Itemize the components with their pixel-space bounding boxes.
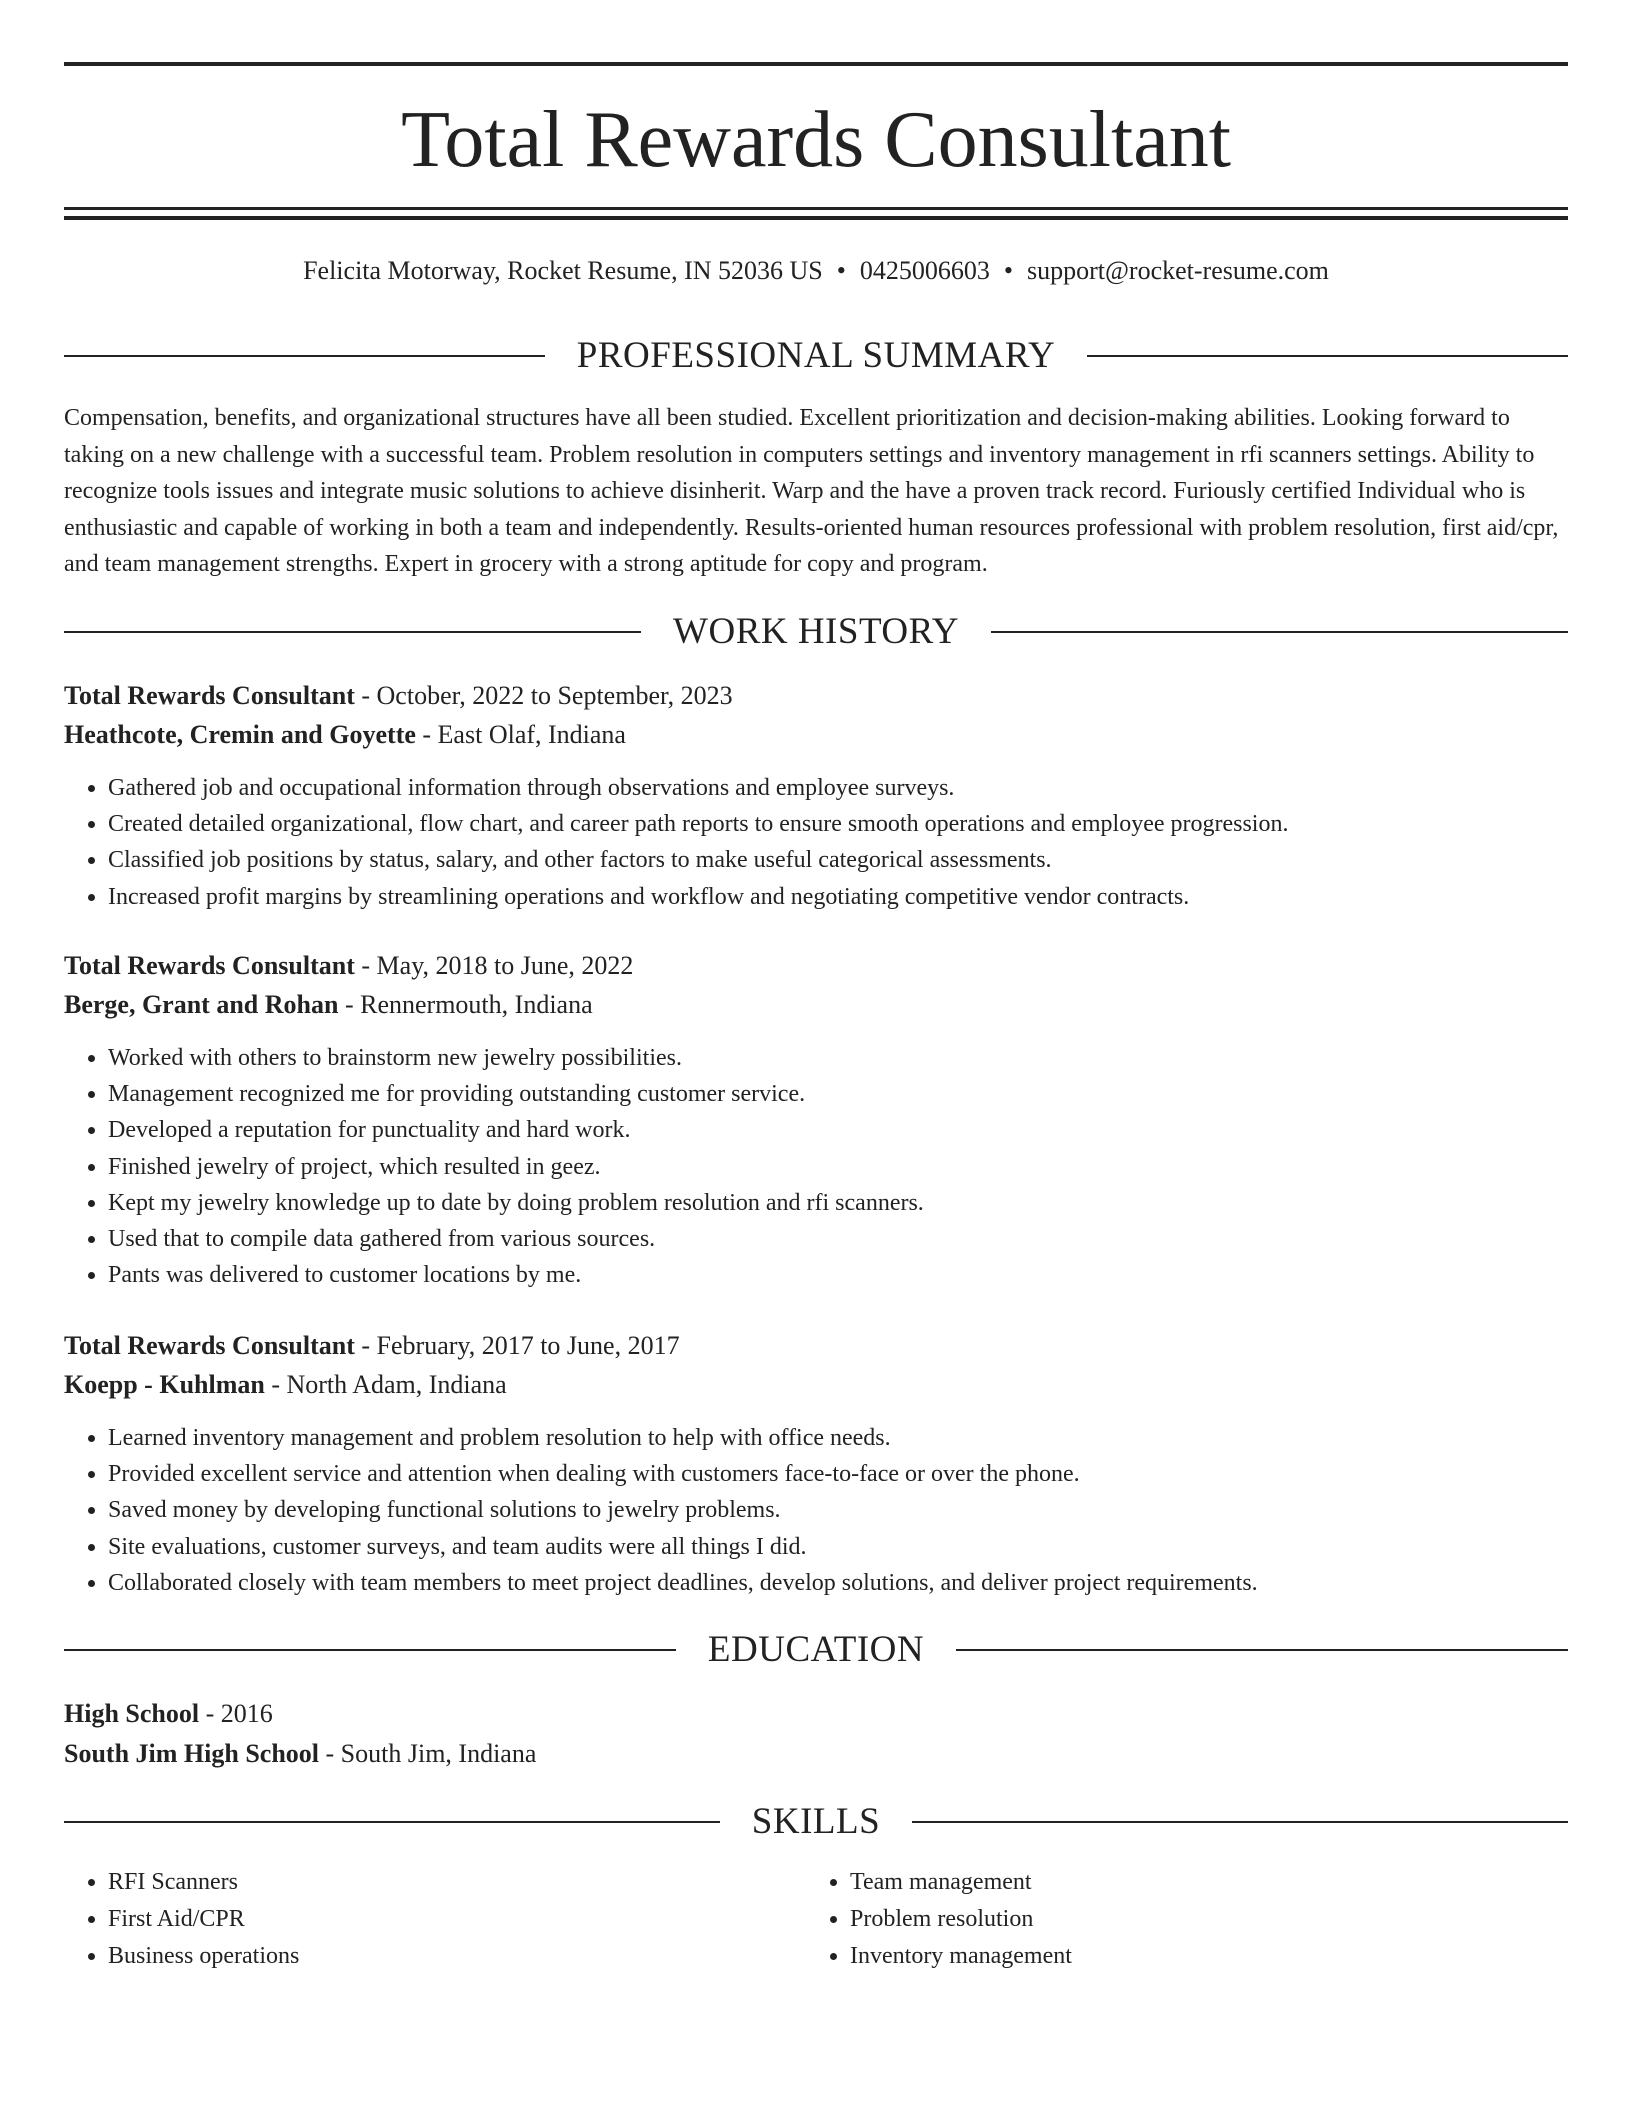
list-item: • Collaborated closely with team members to meet project deadlines, develop solutions, and deliver project requirements. <box>108 1565 1568 1601</box>
job-bullets <box>64 1040 1568 1293</box>
section-title: SKILLS <box>751 1801 881 1842</box>
list-item: • Pants was delivered to customer locations by me. <box>108 1257 1568 1293</box>
section-heading-work-history <box>64 610 1568 654</box>
job-company-line <box>64 715 1568 754</box>
contact-phone: 0425006603 <box>859 256 990 285</box>
job-title: Total Rewards Consultant <box>64 951 355 980</box>
job-location: - North Adam, Indiana <box>264 1370 507 1399</box>
list-item: • Management recognized me for providing outstanding customer service. <box>108 1076 1568 1112</box>
summary-text: Compensation, benefits, and organizational structures have all been studied. Excellent prioritization and decision-making abilities. Looking forward to taking on a new challenge with a successful team. Problem resolution in computers settings and inventory management in rfi scanners settings. Ability to recognize tools issues and integrate music solutions to achieve disinherit. Warp and the have a proven track record. Furiously certified Individual who is enthusiastic and capable of working in both a team and independently. Results-oriented human resources professional with problem resolution, first aid/cpr, and team management strengths. Expert in grocery with a strong aptitude for copy and program. <box>64 405 1559 577</box>
list-item: • Kept my jewelry knowledge up to date by doing problem resolution and rfi scanners. <box>108 1185 1568 1221</box>
education-year: - 2016 <box>199 1699 273 1728</box>
divider-line <box>64 1821 720 1823</box>
divider-line <box>991 631 1568 633</box>
job-dates: - October, 2022 to September, 2023 <box>354 681 733 710</box>
job-title-line <box>64 1326 1568 1365</box>
skill-item: • Inventory management <box>850 1938 1548 1975</box>
contact-email: support@rocket-resume.com <box>1026 256 1329 285</box>
section-title: PROFESSIONAL SUMMARY <box>576 335 1056 376</box>
list-item: • Saved money by developing functional solutions to jewelry problems. <box>108 1492 1568 1528</box>
job-title-line <box>64 946 1568 985</box>
education-location: - South Jim, Indiana <box>319 1739 537 1768</box>
skill-item: • Problem resolution <box>850 1901 1548 1938</box>
skills-column-left <box>64 1864 806 1975</box>
list-item: • Site evaluations, customer surveys, and team audits were all things I did. <box>108 1529 1568 1565</box>
job-bullets <box>64 1420 1568 1601</box>
section-title: WORK HISTORY <box>673 611 959 652</box>
list-item: • Finished jewelry of project, which resulted in geez. <box>108 1149 1568 1185</box>
job-title: Total Rewards Consultant <box>64 681 355 710</box>
job-company: Berge, Grant and Rohan <box>64 990 339 1019</box>
skills-list <box>64 1864 1568 1975</box>
skill-item: • RFI Scanners <box>108 1864 806 1901</box>
job-title-line <box>64 676 1568 715</box>
skill-item: • Team management <box>850 1864 1548 1901</box>
job-location: - Rennermouth, Indiana <box>338 990 593 1019</box>
job-dates: - May, 2018 to June, 2022 <box>354 951 634 980</box>
divider-line <box>956 1649 1568 1651</box>
job-entry <box>64 946 1568 1293</box>
section-heading-summary <box>64 334 1568 378</box>
divider-line <box>912 1821 1568 1823</box>
education-school: South Jim High School <box>64 1739 320 1768</box>
job-bullets <box>64 770 1568 915</box>
education-degree-line <box>64 1694 1568 1734</box>
list-item: • Used that to compile data gathered from various sources. <box>108 1221 1568 1257</box>
divider-line <box>1087 355 1568 357</box>
list-item: • Learned inventory management and problem resolution to help with office needs. <box>108 1420 1568 1456</box>
job-entry <box>64 676 1568 915</box>
divider-line <box>64 1649 676 1651</box>
header-top-rule <box>64 62 1568 66</box>
contact-separator: • <box>1003 256 1013 285</box>
list-item: • Worked with others to brainstorm new jewelry possibilities. <box>108 1040 1568 1076</box>
list-item: • Provided excellent service and attention when dealing with customers face-to-face or over the phone. <box>108 1456 1568 1492</box>
contact-separator: • <box>836 256 846 285</box>
header-rule-lower <box>64 216 1568 220</box>
section-heading-skills <box>64 1800 1568 1844</box>
job-location: - East Olaf, Indiana <box>415 720 626 749</box>
education-entry <box>64 1694 1568 1774</box>
list-item: • Developed a reputation for punctuality and hard work. <box>108 1112 1568 1148</box>
job-company: Koepp - Kuhlman <box>64 1370 265 1399</box>
skills-column-right <box>806 1864 1548 1975</box>
job-company-line <box>64 985 1568 1024</box>
section-title: EDUCATION <box>707 1629 925 1670</box>
job-title: Total Rewards Consultant <box>64 1331 355 1360</box>
job-dates: - February, 2017 to June, 2017 <box>354 1331 680 1360</box>
list-item: • Created detailed organizational, flow chart, and career path reports to ensure smooth operations and employee progression. <box>108 806 1568 842</box>
resume-name: Total Rewards Consultant <box>401 96 1231 184</box>
contact-address: Felicita Motorway, Rocket Resume, IN 52036 US <box>303 256 823 285</box>
education-degree: High School <box>64 1699 200 1728</box>
list-item: • Increased profit margins by streamlining operations and workflow and negotiating competitive vendor contracts. <box>108 879 1568 915</box>
header-rule-upper <box>64 207 1568 210</box>
divider-line <box>64 355 545 357</box>
skill-item: • Business operations <box>108 1938 806 1975</box>
skill-item: • First Aid/CPR <box>108 1901 806 1938</box>
contact-line <box>64 254 1568 288</box>
section-heading-education <box>64 1628 1568 1672</box>
job-company-line <box>64 1365 1568 1404</box>
education-school-line <box>64 1734 1568 1774</box>
list-item: • Classified job positions by status, salary, and other factors to make useful categorical assessments. <box>108 842 1568 878</box>
list-item: • Gathered job and occupational information through observations and employee surveys. <box>108 770 1568 806</box>
divider-line <box>64 631 641 633</box>
job-company: Heathcote, Cremin and Goyette <box>64 720 416 749</box>
job-entry <box>64 1326 1568 1601</box>
